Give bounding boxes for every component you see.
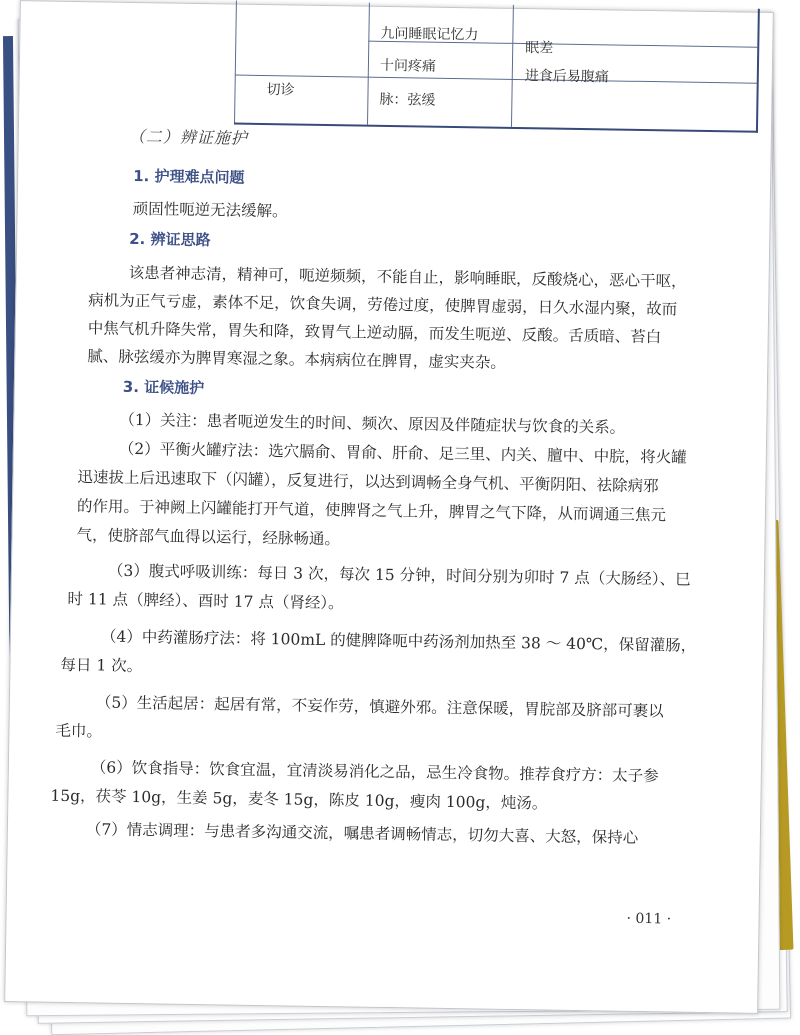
table-cell-question: 九问睡眠记忆力	[380, 25, 479, 44]
table-cell-answer: 眠差	[525, 40, 554, 57]
paragraph-line: 腻、脉弦缓亦为脾胃寒湿之象。本病病位在脾胃，虚实夹杂。	[87, 347, 506, 372]
page-number: · 011 ·	[626, 910, 672, 928]
paragraph-line: （7）情志调理：与患者多沟通交流，嘱患者调畅情志，切勿大喜、大怒，保持心	[85, 820, 639, 847]
paragraph-line: （6）饮食指导：饮食宜温，宜清淡易消化之品，忌生冷食物。推荐食疗方：太子参	[90, 758, 659, 786]
paragraph-line: 该患者神志清，精神可，呃逆频频，不能自止，影响睡眠，反酸烧心，恶心干呕，	[128, 263, 687, 291]
paragraph-line: 15g，茯苓 10g，生姜 5g，麦冬 15g，陈皮 10g，瘦肉 100g，炖汤。	[50, 786, 548, 813]
table-cell-palpation-label: 切诊	[266, 82, 295, 99]
table-cell-question: 十问疼痛	[379, 57, 437, 75]
table-cell-pulse: 脉：弦缓	[379, 91, 436, 109]
paragraph-line: （3）腹式呼吸训练：每日 3 次，每次 15 分钟，时间分别为卯时 7 点（大肠经）、巳	[107, 561, 691, 589]
subsection-heading: 3. 证候施护	[122, 377, 205, 398]
paragraph-line: （2）平衡火罐疗法：选穴膈俞、胃俞、肝俞、足三里、内关、膻中、中脘，将火罐	[118, 439, 687, 467]
paragraph-line: 每日 1 次。	[60, 655, 143, 676]
subsection-heading: 1. 护理难点问题	[133, 166, 245, 187]
subsection-heading: 2. 辨证思路	[129, 229, 211, 250]
paragraph-line: 顽固性呃逆无法缓解。	[132, 199, 288, 221]
diagnosis-table	[234, 1, 760, 133]
paragraph-line: 中焦气机升降失常，胃失和降，致胃气上逆动膈，而发生呃逆、反酸。舌质暗、苔白	[87, 319, 662, 347]
document-page	[4, 0, 774, 1014]
paragraph-line: 的作用。于神阙上闪罐能打开气道，使脾肾之气上升，脾胃之气下降，从而调通三焦元	[76, 497, 667, 525]
paragraph-line: 病机为正气亏虚，素体不足，饮食失调，劳倦过度，使脾胃虚弱，日久水湿内聚，故而	[88, 291, 678, 319]
paragraph-line: 气，使脐部气血得以运行，经脉畅通。	[76, 526, 341, 549]
paragraph-line: （5）生活起居：起居有常，不妄作劳，慎避外邪。注意保暖，胃脘部及脐部可裹以	[95, 693, 664, 721]
paragraph-line: 时 11 点（脾经）、酉时 17 点（肾经）。	[67, 589, 344, 613]
paragraph-line: （4）中药灌肠疗法：将 100mL 的健脾降呃中药汤剂加热至 38 ～ 40℃，保留灌肠，	[100, 627, 697, 655]
paragraph-line: 毛巾。	[55, 721, 103, 741]
table-cell-answer: 进食后易腹痛	[524, 68, 609, 86]
paragraph-line: （1）关注：患者呃逆发生的时间、频次、原因及伴随症状与饮食的关系。	[119, 410, 626, 437]
paragraph-line: 迅速拔上后迅速取下（闪罐），反复进行，以达到调畅全身气机、平衡阴阳、祛除病邪	[77, 468, 659, 496]
section-heading: （二）辨证施护	[128, 126, 248, 148]
